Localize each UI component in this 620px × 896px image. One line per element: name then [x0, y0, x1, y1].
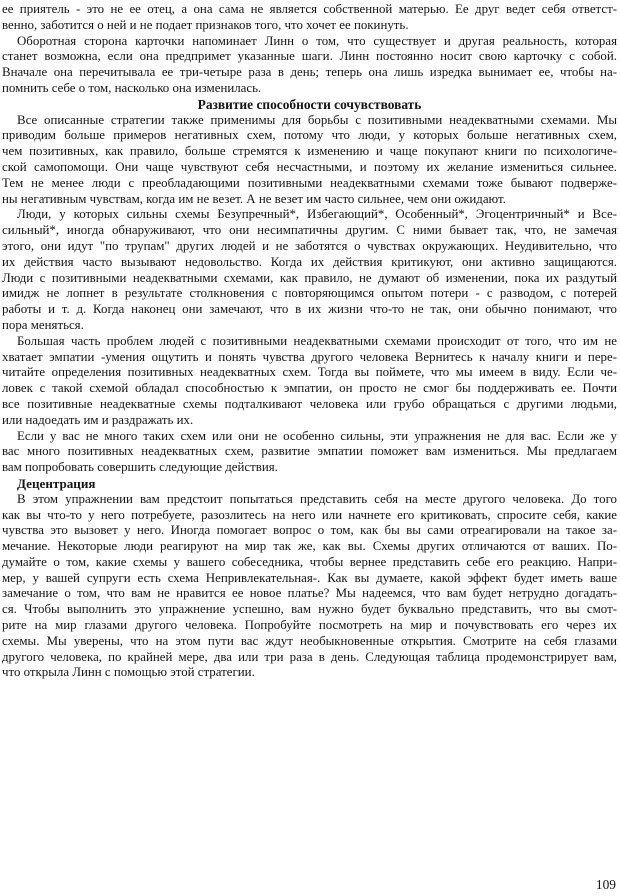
text-line: думайте о том, какие схемы у вашего собеседника, чтобы вернее представить себе его реакцию. Напри-	[2, 554, 617, 569]
text-line: или надоедать им и раздражать их.	[2, 412, 194, 427]
section-heading: Развитие способности сочувствовать	[197, 96, 422, 112]
text-line: этого, они идут "по трупам" других людей и не заботятся о чувствах окружающих. Неудивительно, что	[2, 238, 617, 253]
text-line: приводим больше примеров негативных схем, потому что люди, у которых больше негативных схем,	[2, 128, 617, 143]
text-line: вам попробовать совершить следующие действия.	[2, 460, 278, 475]
paragraph	[2, 113, 617, 208]
text-line: чувства это вызовет у него. Иногда помогает вопрос о том, как бы вы сами отреагировали на такое за-	[2, 523, 617, 538]
text-line: замечание о том, что вам не нравится ее новое платье? Мы надеемся, что вам будет нетрудно догадать-	[2, 586, 617, 601]
text-line: ее приятель - это не ее отец, а она сама не является собственной матерью. Ее друг ведет себя ответст-	[2, 2, 617, 16]
text-line: ской самопомощи. Они чаще чувствуют себя несчастными, и поэтому их желание измениться сильнее.	[2, 159, 617, 174]
text-line: Все описанные стратегии также применимы для борьбы с позитивными неадекватными схемами. Мы	[17, 112, 617, 127]
text-line: другого человека, по крайней мере, два или три раза в день. Следующая таблица продемонстрирует вам,	[2, 649, 617, 664]
paragraph	[2, 429, 617, 476]
text-line: В этом упражнении вам предстоит попытаться представить себя на месте другого человека. До того	[17, 491, 617, 506]
text-line: что открыла Линн с помощью этой стратегии.	[2, 665, 255, 680]
text-line: схемы. Мы уверены, что на этом пути вас ждут необыкновенные открытия. Смотрите на себя глазами	[2, 633, 617, 648]
text-line: рите на мир глазами другого человека. Попробуйте посмотреть на мир и почувствовать его через их	[2, 618, 617, 633]
text-line: станет возможна, если она предпримет указанные шаги. Линн постоянно носит свою карточку с собой.	[2, 49, 617, 64]
text-line: Тем не менее люди с преобладающими позитивными неадекватными схемами тоже бывают подверже-	[2, 175, 617, 190]
page-number: 109	[595, 877, 616, 892]
text-line: как вы что-то у него потребуете, разозлитесь на него или начнете его критиковать, спросите себя, какие	[2, 507, 617, 522]
text-line: мер, у вашей супруги есть схема Непривлекательная-. Как вы думаете, какой эффект будет иметь ваше	[2, 570, 617, 585]
text-line: имидж не лопнет в результате столкновения с повторяющимся опытом потери - с разводом, с потерей	[2, 286, 617, 301]
paragraph	[2, 492, 617, 682]
text-line: Вначале она перечитывала ее три-четыре раза в день; теперь она лишь изредка вынимает ее, чтобы на-	[2, 65, 617, 80]
text-line: сильный*, иногда обнаруживают, что они несимпатичны другим. С ними бывает так, что, не замечая	[2, 223, 617, 238]
text-line: мечание. Некоторые люди реагируют на мир так же, как вы. Схемы других отличаются от ваших. По-	[2, 539, 617, 554]
text-line: хватает эмпатии -умения ощутить и понять чувства другого человека Вернитесь к началу книги и пере-	[2, 349, 617, 364]
text-line: работы и т. д. Когда наконец они замечают, что в их жизни что-то не так, они обычно понимают, что	[2, 302, 617, 317]
text-line: Люди с позитивными неадекватными схемами, как правило, не думают об изменении, пока их раздутый	[2, 270, 617, 285]
paragraph	[2, 34, 617, 97]
text-line: пора меняться.	[2, 317, 84, 332]
text-line: ны негативным чувствам, когда им не везет. А не везет им часто сильнее, чем они ожидают.	[2, 191, 506, 206]
text-line: Люди, у которых сильны схемы Безупречный*, Избегающий*, Особенный*, Эгоцентричный* и Все-	[17, 207, 617, 222]
text-line: чем позитивных, как правило, больше стремятся к изменению и чаще покупают книги по психологиче-	[2, 144, 617, 159]
text-line: Если у вас не много таких схем или они не особенно сильны, эти упражнения не для вас. Если же у	[17, 428, 617, 443]
subsection-heading: Децентрация	[17, 475, 96, 491]
text-line: Большая часть проблем людей с позитивными неадекватными схемами происходит от того, что им не	[17, 333, 617, 348]
text-line: помнить себе о том, насколько она изменилась.	[2, 80, 262, 95]
text-line: их действия часто вызывают недовольство. Когда их действия критикуют, они активно защищаются.	[2, 254, 617, 269]
text-line: ловек с такой схемой обладал способностью к эмпатии, он просто не смог бы поддерживать ее. Почти	[2, 381, 617, 396]
text-line: Оборотная сторона карточки напоминает Линн о том, что существует и другая реальность, которая	[17, 33, 617, 48]
paragraph	[2, 207, 617, 333]
paragraph	[2, 2, 617, 34]
text-line: вас много позитивных неадекватных схем, развитие эмпатии поможет вам измениться. Мы предлагаем	[2, 444, 617, 459]
paragraph	[2, 334, 617, 429]
text-line: ся. Чтобы выполнить это упражнение успешно, вам нужно будет буквально представить, что вы смот-	[2, 602, 617, 617]
text-line: венно, заботится о ней и не подает признаков того, что хочет ее покинуть.	[2, 17, 409, 32]
text-line: все позитивные неадекватные схемы подталкивают человека или грубо обращаться с другими людьми,	[2, 396, 617, 411]
text-line: читайте определения позитивных неадекватных схем. Тогда вы поймете, что мы имеем в виду. Если че-	[2, 365, 617, 380]
